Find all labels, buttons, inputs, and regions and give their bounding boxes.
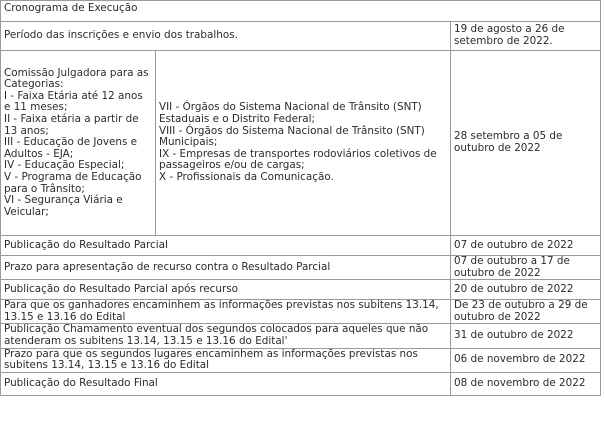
- category-item: VI - Segurança Viária e Veicular;: [4, 194, 123, 218]
- date-cell: 28 setembro a 05 de outubro de 2022: [451, 51, 601, 236]
- activity-cell: Publicação do Resultado Final: [1, 372, 451, 395]
- table-row: [1, 372, 601, 395]
- table-row: [1, 280, 601, 300]
- table-row: [1, 300, 601, 324]
- date-cell: 19 de agosto a 26 de setembro de 2022.: [451, 22, 601, 51]
- category-item: III - Educação de Jovens e Adultos - EJA;: [4, 136, 138, 160]
- activity-cell: Para que os ganhadores encaminhem as informações previstas nos subitens 13.14, 13.15 e 13.16 do Edital: [1, 300, 451, 324]
- activity-cell: Publicação do Resultado Parcial após recurso: [1, 280, 451, 300]
- date-cell: 07 de outubro a 17 de outubro de 2022: [451, 256, 601, 280]
- category-item: IX - Empresas de transportes rodoviários coletivos de passageiros e/ou de cargas;: [159, 147, 437, 172]
- date-cell: 06 de novembro de 2022: [451, 348, 601, 372]
- category-item: I - Faixa Etária até 12 anos e 11 meses;: [4, 89, 143, 114]
- category-item: X - Profissionais da Comunicação.: [159, 170, 334, 183]
- category-item: VII - Órgãos do Sistema Nacional de Trânsito (SNT) Estaduais e o Distrito Federal;: [159, 101, 422, 126]
- activity-cell: Publicação do Resultado Parcial: [1, 236, 451, 256]
- table-row: [1, 51, 601, 236]
- table-row: [1, 22, 601, 51]
- date-cell: 20 de outubro de 2022: [451, 280, 601, 300]
- commission-categories-cell: [1, 51, 156, 236]
- date-cell: De 23 de outubro a 29 de outubro de 2022: [451, 300, 601, 324]
- table-row: [1, 236, 601, 256]
- date-cell: 31 de outubro de 2022: [451, 324, 601, 348]
- category-item: II - Faixa etária a partir de 13 anos;: [4, 113, 139, 137]
- table-title: Cronograma de Execução: [1, 1, 601, 22]
- table-row: [1, 324, 601, 348]
- category-item: V - Programa de Educação para o Trânsito;: [4, 170, 142, 195]
- commission-intro: Comissão Julgadora para as Categorias:: [4, 66, 149, 91]
- activity-cell: Prazo para que os segundos lugares encaminhem as informações previstas nos subitens 13.14, 13.15 e 13.16 do Edital: [1, 348, 451, 372]
- table-row: [1, 256, 601, 280]
- date-cell: 07 de outubro de 2022: [451, 236, 601, 256]
- activity-cell: Publicação Chamamento eventual dos segundos colocados para aqueles que não atenderam os subitens 13.14, 13.15 e 13.16 do Edital': [1, 324, 451, 348]
- category-item: VIII - Órgãos do Sistema Nacional de Trânsito (SNT) Municipais;: [159, 124, 425, 149]
- activity-cell: Prazo para apresentação de recurso contra o Resultado Parcial: [1, 256, 451, 280]
- commission-bodies-cell: [156, 51, 451, 236]
- category-item: IV - Educação Especial;: [4, 159, 125, 172]
- table-row: [1, 348, 601, 372]
- activity-cell: Período das inscrições e envio dos trabalhos.: [1, 22, 451, 51]
- date-cell: 08 de novembro de 2022: [451, 372, 601, 395]
- table-title-row: [1, 1, 601, 22]
